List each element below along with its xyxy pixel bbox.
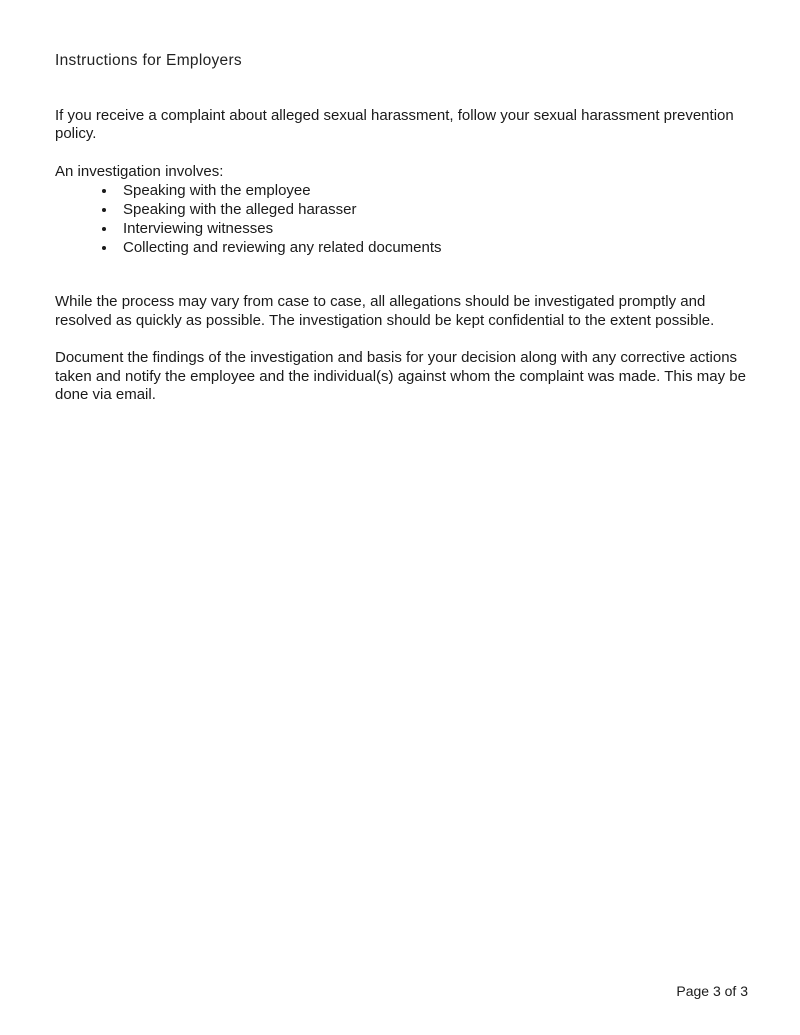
paragraph-spacer (55, 276, 748, 293)
page-number-label: Page 3 of 3 (676, 983, 748, 999)
investigation-lead-text: An investigation involves: (55, 162, 224, 180)
process-paragraph: While the process may vary from case to case, all allegations should be investigated promptly and resolved as quickly as possible. The investigation should be kept confidential to the extent possible. (55, 293, 715, 329)
documentation-paragraph: Document the findings of the investigation and basis for your decision along with any corrective actions taken and notify the employee and the individual(s) against whom the complaint was made. This may be done via email. (55, 349, 746, 403)
list-item: • Speaking with the employee (117, 181, 748, 200)
list-item: • Collecting and reviewing any related documents (117, 238, 748, 257)
intro-paragraph: If you receive a complaint about alleged sexual harassment, follow your sexual harassment prevention policy. (55, 106, 734, 142)
document-body (55, 52, 748, 424)
investigation-steps-list (55, 181, 748, 257)
list-item: • Speaking with the alleged harasser (117, 200, 748, 219)
list-item: • Interviewing witnesses (117, 219, 748, 238)
page-title: Instructions for Employers (55, 52, 242, 69)
